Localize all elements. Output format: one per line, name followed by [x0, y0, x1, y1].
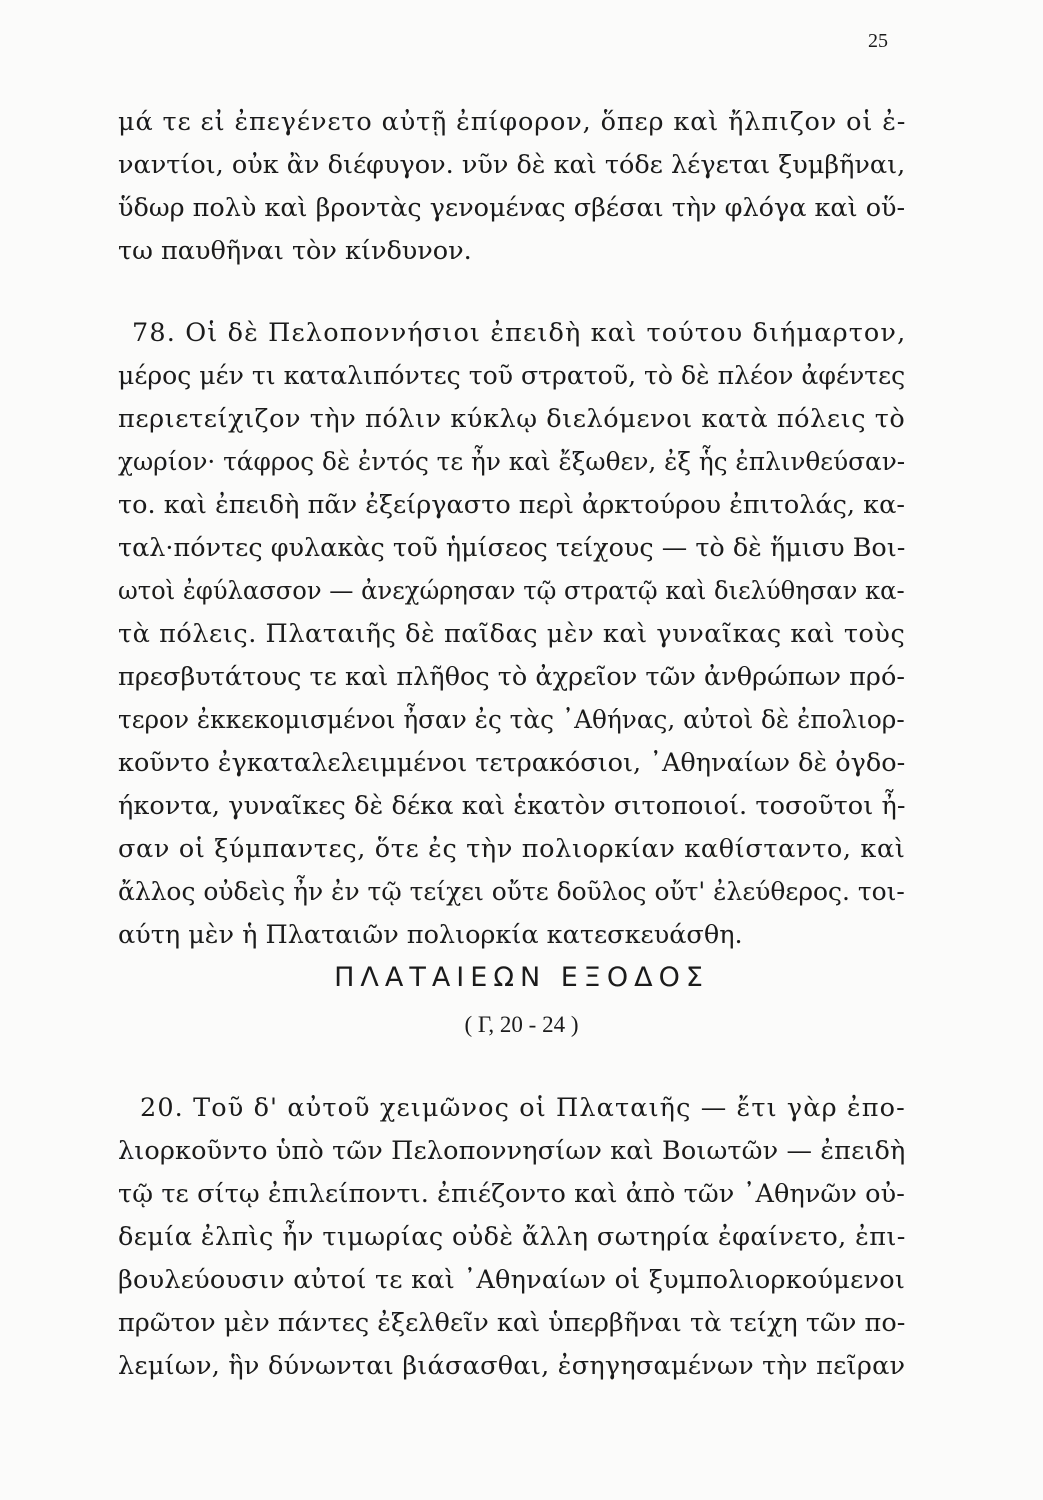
text-line: τερον ἐκκεκομισμένοι ἦσαν ἐς τὰς ᾿Αθήνας, αὐτοὶ δὲ ἐπολιορ- — [118, 705, 905, 735]
text-line: τω παυθῆναι τὸν κίνδυνον. — [118, 236, 472, 266]
text-line: 78. Οἱ δὲ Πελοποννήσιοι ἐπειδὴ καὶ τούτου διήμαρτον, — [132, 318, 907, 348]
text-line: σαν οἱ ξύμπαντες, ὅτε ἐς τὴν πολιορκίαν καθίσταντο, καὶ — [118, 834, 906, 864]
text-line: πρεσβυτάτους τε καὶ πλῆθος τὸ ἀχρεῖον τῶν ἀνθρώπων πρό- — [118, 662, 905, 692]
text-line: τῷ τε σίτῳ ἐπιλείποντι. ἐπιέζοντο καὶ ἀπὸ τῶν ᾿Αθηνῶν οὐ- — [118, 1179, 905, 1209]
text-line: δεμία ἐλπὶς ἦν τιμωρίας οὐδὲ ἄλλη σωτηρία ἐφαίνετο, ἐπι- — [118, 1222, 906, 1252]
text-line: πρῶτον μὲν πάντες ἐξελθεῖν καὶ ὑπερβῆναι τὰ τείχη τῶν πο- — [118, 1308, 906, 1338]
section-title: ΠΛΑΤΑΙΕΩΝ ΕΞΟΔΟΣ — [334, 962, 709, 993]
text-line: ήκοντα, γυναῖκες δὲ δέκα καὶ ἑκατὸν σιτοποιοί. τοσοῦτοι ἦ- — [118, 791, 906, 821]
text-line: ναντίοι, οὐκ ἂν διέφυγον. νῦν δὲ καὶ τόδε λέγεται ξυμβῆναι, — [118, 150, 906, 180]
page-number: 25 — [868, 30, 888, 52]
text-line: χωρίον· τάφρος δὲ ἐντός τε ἦν καὶ ἔξωθεν, ἐξ ἧς ἐπλινθεύσαν- — [118, 447, 906, 477]
text-line: βουλεύουσιν αὐτοί τε καὶ ᾿Αθηναίων οἱ ξυμπολιορκούμενοι — [118, 1265, 906, 1295]
text-line: ἄλλος οὐδεὶς ἦν ἐν τῷ τείχει οὔτε δοῦλος οὔτ' ἐλεύθερος. τοι- — [118, 877, 905, 907]
text-line: τὰ πόλεις. Πλαταιῆς δὲ παῖδας μὲν καὶ γυναῖκας καὶ τοὺς — [118, 619, 906, 649]
text-line: μέρος μέν τι καταλιπόντες τοῦ στρατοῦ, τὸ δὲ πλέον ἀφέντες — [118, 361, 906, 391]
text-line: αύτη μὲν ἡ Πλαταιῶν πολιορκία κατεσκευάσθη. — [118, 920, 743, 950]
text-line: μά τε εἰ ἐπεγένετο αὐτῇ ἐπίφορον, ὅπερ καὶ ἤλπιζον οἱ ἐ- — [118, 107, 907, 137]
text-line: το. καὶ ἐπειδὴ πᾶν ἐξείργαστο περὶ ἀρκτούρου ἐπιτολάς, κα- — [118, 490, 905, 520]
text-line: ὕδωρ πολὺ καὶ βροντὰς γενομένας σβέσαι τὴν φλόγα καὶ οὕ- — [118, 193, 906, 223]
text-line: ωτοὶ ἐφύλασσον — ἀνεχώρησαν τῷ στρατῷ καὶ διελύθησαν κα- — [118, 576, 905, 606]
text-line: περιετείχιζον τὴν πόλιν κύκλῳ διελόμενοι κατὰ πόλεις τὸ — [118, 404, 906, 434]
section-reference: ( Γ, 20 - 24 ) — [464, 1012, 579, 1037]
text-line: ταλ·πόντες φυλακὰς τοῦ ἡμίσεος τείχους — τὸ δὲ ἥμισυ Βοι- — [118, 533, 906, 563]
text-line: 20. Τοῦ δ' αὐτοῦ χειμῶνος οἱ Πλαταιῆς — ἔτι γὰρ ἐπο- — [140, 1093, 906, 1123]
text-line: λιορκοῦντο ὑπὸ τῶν Πελοποννησίων καὶ Βοιωτῶν — ἐπειδὴ — [118, 1136, 906, 1166]
text-line: κοῦντο ἐγκαταλελειμμένοι τετρακόσιοι, ᾿Αθηναίων δὲ ὀγδο- — [118, 748, 906, 778]
text-line: λεμίων, ἣν δύνωνται βιάσασθαι, ἐσηγησαμένων τὴν πεῖραν — [118, 1351, 906, 1381]
